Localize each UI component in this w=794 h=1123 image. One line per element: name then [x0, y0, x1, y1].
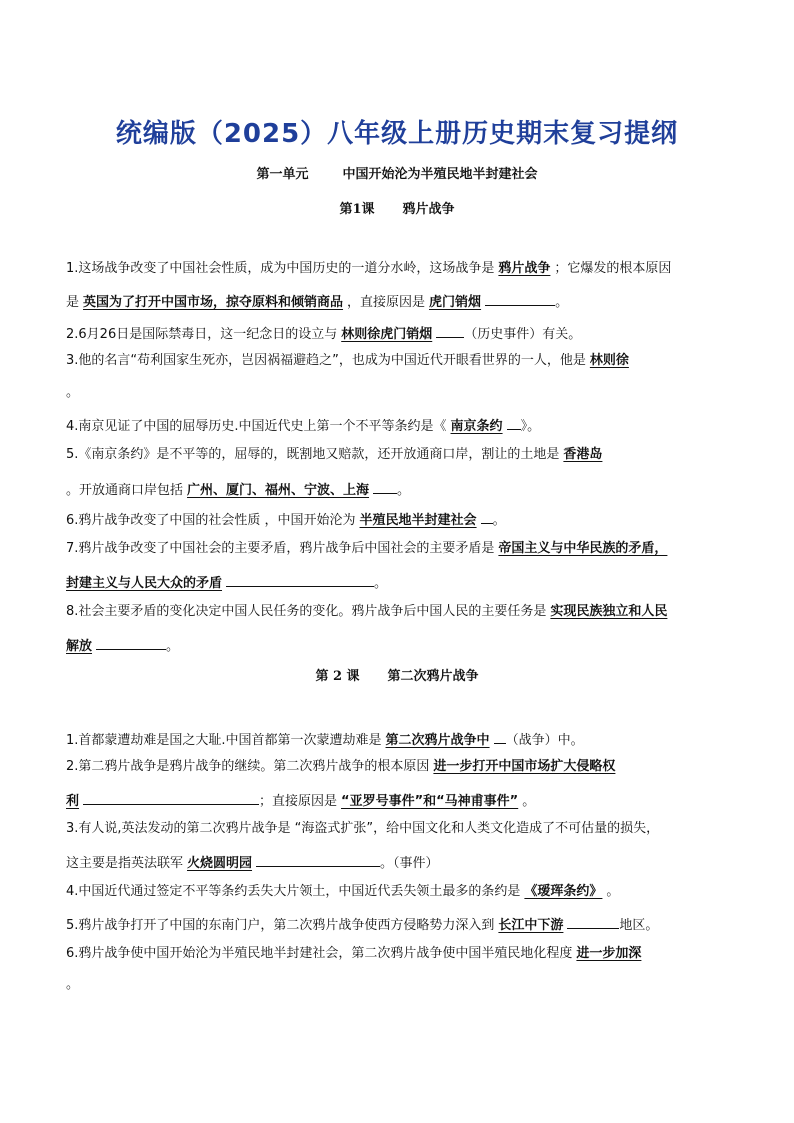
blank-line	[256, 851, 380, 867]
l1-question-3: 3.他的名言“苟利国家生死亦，岂因祸福避趋之”，也成为中国近代开眼看世界的一人，他是 林则徐	[66, 352, 732, 370]
l1-question-5-cont: 。开放通商口岸包括 广州、厦门、福州、宁波、上海 。	[66, 478, 732, 500]
answer: 封建主义与人民大众的矛盾	[66, 576, 223, 591]
unit-name: 中国开始沦为半殖民地半封建社会	[342, 167, 538, 182]
l2-question-3-cont: 这主要是指英法联军 火烧圆明园 。（事件）	[66, 851, 732, 873]
answer: 实现民族独立和人民	[550, 604, 668, 619]
l1-question-4: 4.南京见证了中国的屈辱历史.中国近代史上第一个不平等条约是《 南京条约 》。	[66, 414, 732, 436]
blank-line	[96, 634, 166, 650]
blank-line	[507, 414, 521, 430]
l1-question-7-cont: 封建主义与人民大众的矛盾 。	[66, 571, 732, 593]
answer: 广州、厦门、福州、宁波、上海	[187, 483, 370, 498]
answer: 半殖民地半封建社会	[359, 513, 477, 528]
l1-question-8-cont: 解放 。	[66, 634, 732, 656]
l1-question-7: 7.鸦片战争改变了中国社会的主要矛盾，鸦片战争后中国社会的主要矛盾是 帝国主义与中华民族的矛盾，	[66, 540, 732, 558]
answer: 利	[66, 794, 80, 809]
answer: 长江中下游	[498, 918, 564, 933]
answer: 《瑷珲条约》	[524, 884, 603, 899]
answer: 帝国主义与中华民族的矛盾，	[498, 541, 668, 556]
l2-question-5: 5.鸦片战争打开了中国的东南门户，第二次鸦片战争使西方侵略势力深入到 长江中下游 地区。	[66, 913, 732, 935]
page-title: 统编版（2025）八年级上册历史期末复习提纲	[115, 119, 679, 149]
answer: 鸦片战争	[498, 261, 551, 276]
l1-question-5: 5.《南京条约》是不平等的，屈辱的，既割地又赔款，还开放通商口岸，割让的土地是 香港岛	[66, 446, 732, 464]
answer: 解放	[66, 639, 93, 654]
unit-heading	[0, 163, 794, 182]
unit-label: 第一单元	[256, 167, 309, 182]
l2-question-4: 4.中国近代通过签定不平等条约丢失大片领土，中国近代丢失领土最多的条约是 《瑷珲条约》 。	[66, 884, 620, 899]
blank-line	[485, 290, 555, 306]
blank-line	[494, 728, 506, 744]
l1-question-3-end: 。	[66, 385, 80, 400]
lesson2-label: 第 2 课	[315, 669, 360, 684]
answer: 南京条约	[450, 419, 503, 434]
blank-line	[567, 913, 619, 929]
l2-question-1: 1.首都蒙遭劫难是国之大耻.中国首都第一次蒙遭劫难是 第二次鸦片战争中 （战争）中。	[66, 728, 732, 750]
lesson1-label: 第1课	[339, 202, 375, 217]
l2-question-2: 2.第二鸦片战争是鸦片战争的继续。第二次鸦片战争的根本原因 进一步打开中国市场扩大侵略权	[66, 758, 732, 776]
l2-question-6-end: 。	[66, 977, 80, 992]
l1-question-1: 1.这场战争改变了中国社会性质，成为中国历史的一道分水岭，这场战争是 鸦片战争 ；它爆发的根本原因	[66, 261, 672, 276]
l1-question-6: 6.鸦片战争改变了中国的社会性质 ，中国开始沦为 半殖民地半封建社会 。	[66, 508, 732, 530]
l2-question-2-cont: 利 ；直接原因是 “亚罗号事件”和“马神甫事件” 。	[66, 789, 732, 811]
l1-question-8: 8.社会主要矛盾的变化决定中国人民任务的变化。鸦片战争后中国人民的主要任务是 实现民族独立和人民	[66, 603, 732, 621]
answer: “亚罗号事件”和“马神甫事件”	[341, 794, 519, 809]
answer: 进一步打开中国市场扩大侵略权	[433, 759, 616, 774]
blank-line	[436, 322, 464, 338]
blank-line	[481, 508, 493, 524]
answer: 虎门销烟	[429, 295, 482, 310]
lesson2-heading	[0, 665, 794, 684]
l1-question-2: 2.6月26日是国际禁毒日，这一纪念日的设立与 林则徐虎门销烟 （历史事件）有关。	[66, 322, 732, 344]
answer: 林则徐虎门销烟	[341, 327, 433, 342]
answer: 林则徐	[589, 353, 629, 368]
blank-line	[226, 571, 374, 587]
answer: 第二次鸦片战争中	[385, 733, 490, 748]
lesson2-name: 第二次鸦片战争	[387, 669, 479, 684]
answer: 英国为了打开中国市场，掠夺原料和倾销商品	[83, 295, 344, 310]
lesson1-heading	[0, 198, 794, 217]
answer: 香港岛	[563, 447, 603, 462]
l1-question-1-cont: 是 英国为了打开中国市场，掠夺原料和倾销商品 ，直接原因是 虎门销烟 。	[66, 290, 732, 312]
l2-question-3: 3.有人说,英法发动的第二次鸦片战争是 “海盗式扩张”，给中国文化和人类文化造成了不可估量的损失，	[66, 821, 660, 836]
answer: 火烧圆明园	[187, 856, 253, 871]
l2-question-6: 6.鸦片战争使中国开始沦为半殖民地半封建社会，第二次鸦片战争使中国半殖民地化程度 进一步加深	[66, 945, 732, 963]
answer: 进一步加深	[576, 946, 642, 961]
lesson1-name: 鸦片战争	[402, 202, 455, 217]
blank-line	[83, 789, 259, 805]
blank-line	[373, 478, 397, 494]
